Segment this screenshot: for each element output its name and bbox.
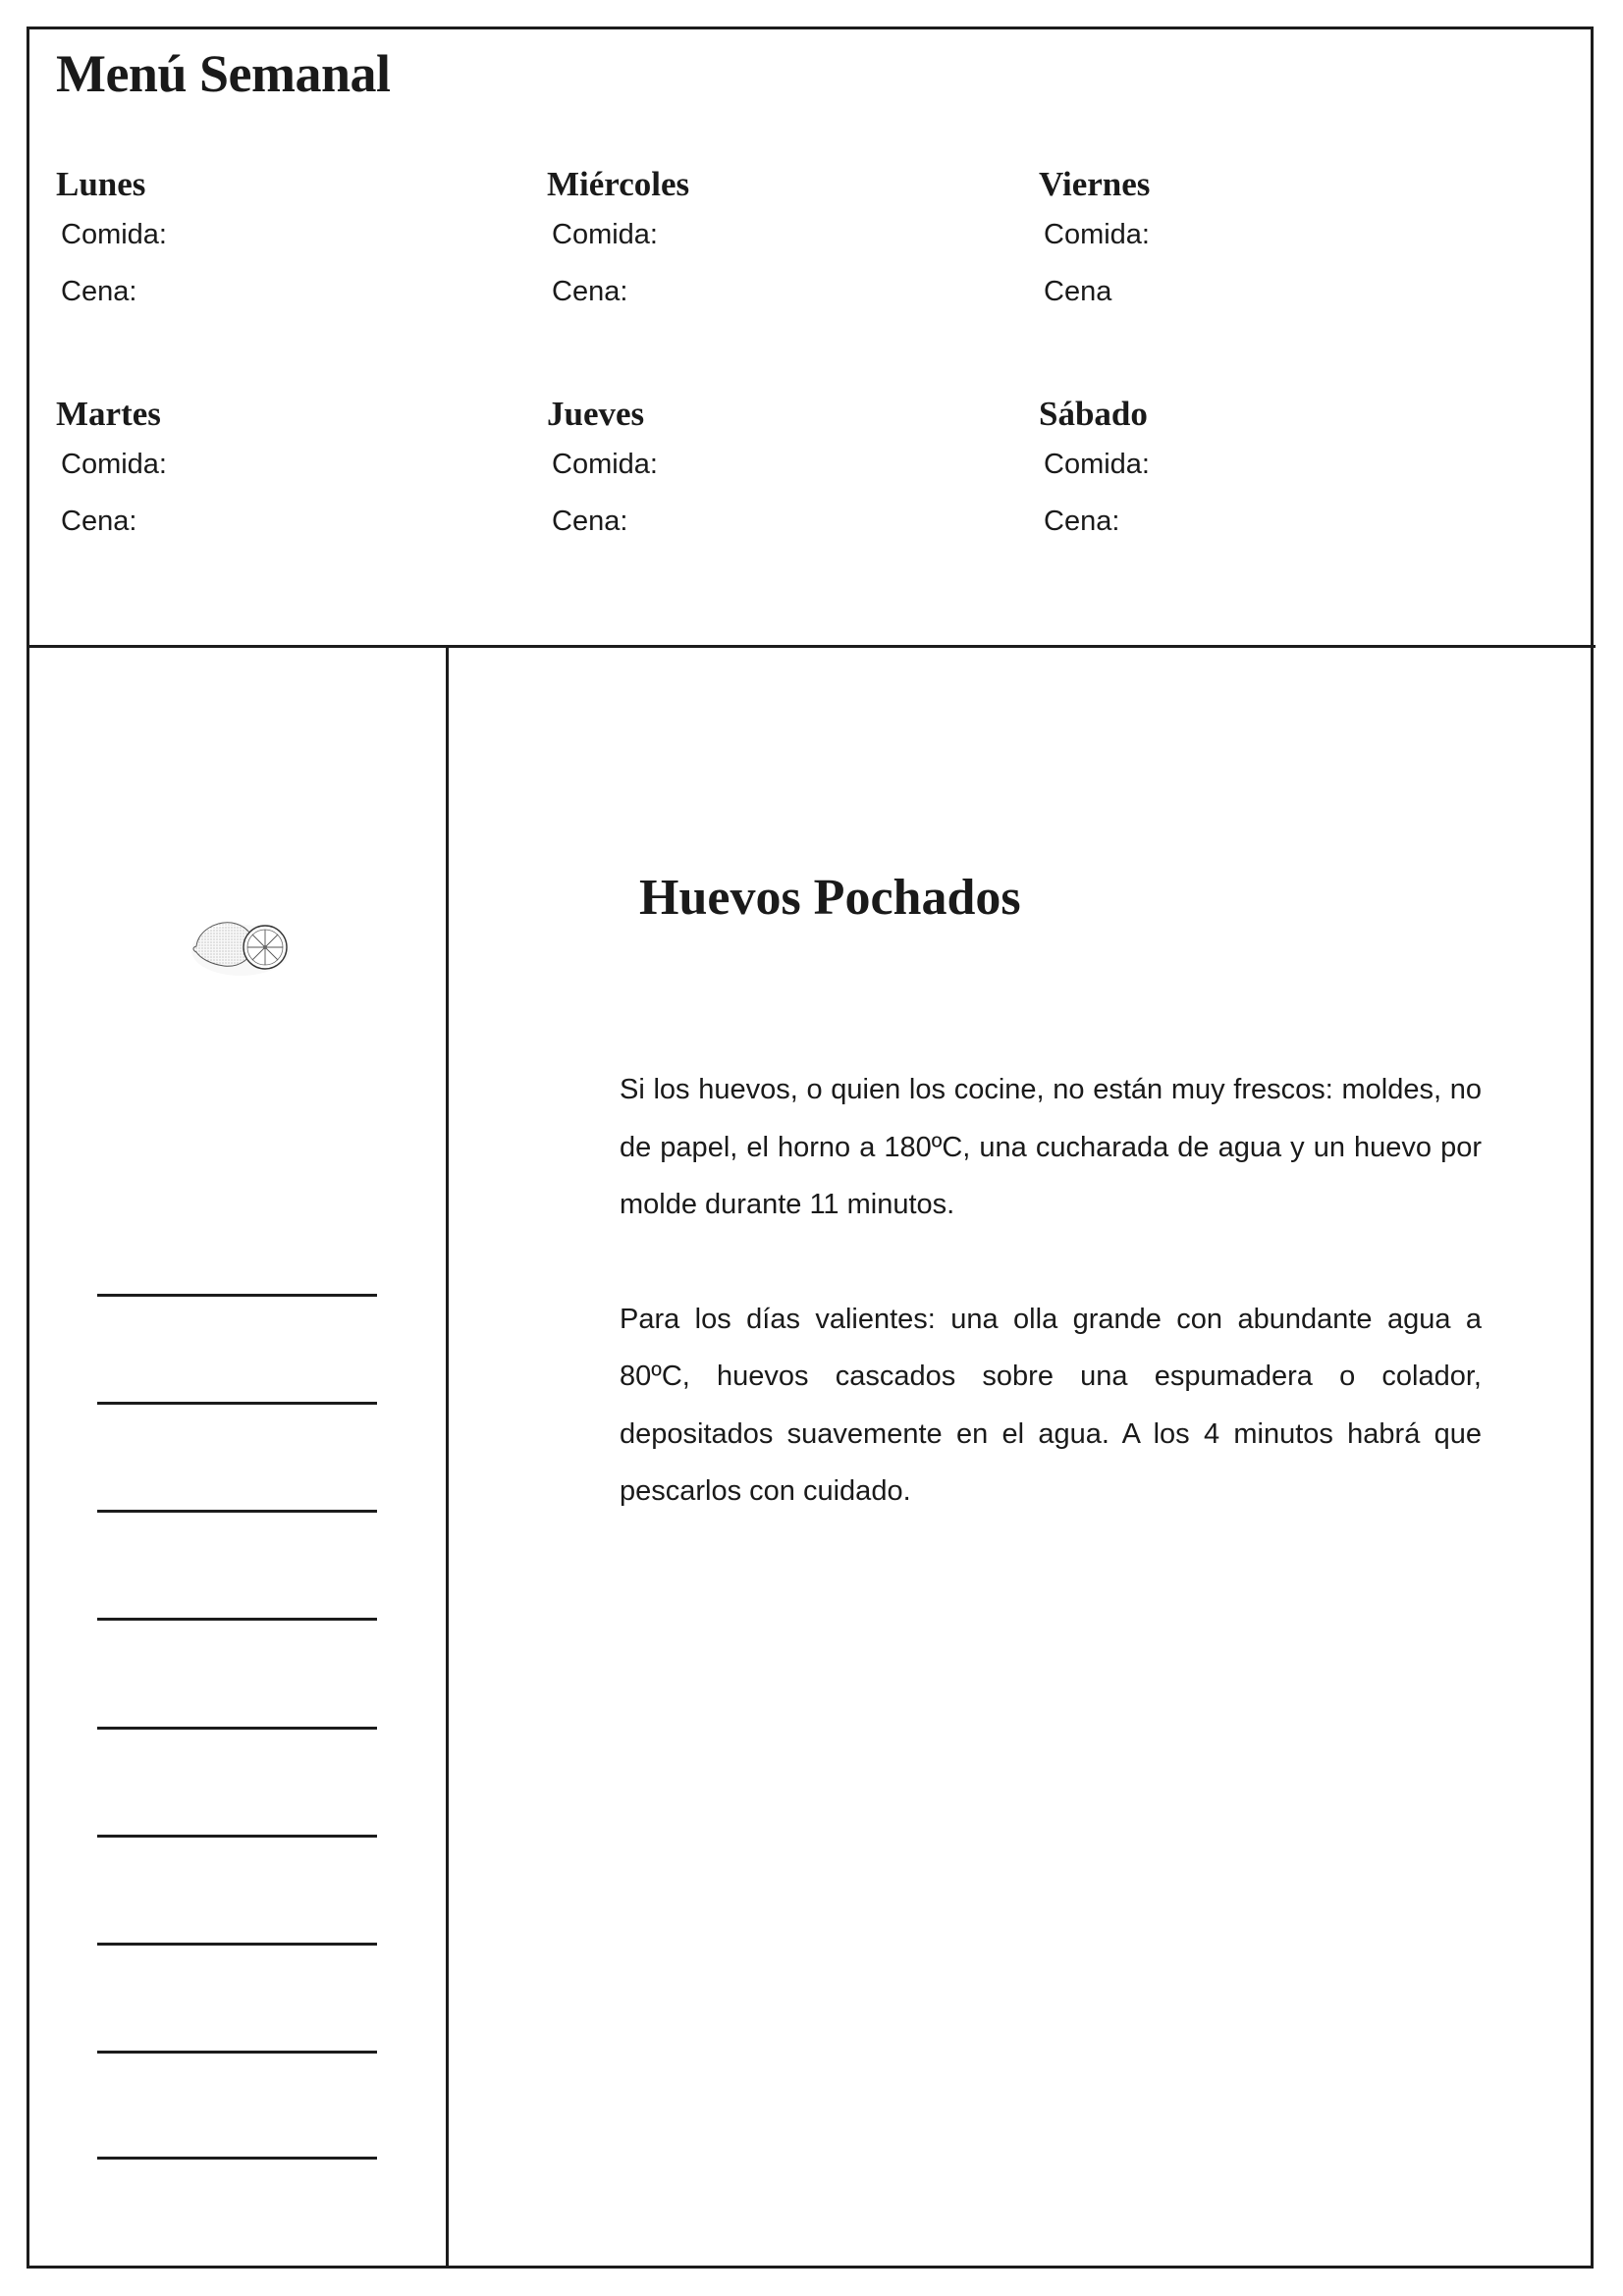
page-title: Menú Semanal (56, 44, 391, 103)
dinner-field[interactable]: Cena: (552, 506, 628, 537)
note-line[interactable] (97, 1727, 377, 1730)
dinner-field[interactable]: Cena: (1044, 506, 1120, 537)
lunch-field[interactable]: Comida: (1044, 219, 1150, 250)
day-sabado (1039, 393, 1490, 550)
day-jueves (547, 393, 999, 550)
note-line[interactable] (97, 2051, 377, 2054)
day-miercoles (547, 163, 999, 320)
dinner-field[interactable]: Cena (1044, 276, 1112, 307)
dinner-field[interactable]: Cena: (61, 276, 137, 307)
lunch-field[interactable]: Comida: (61, 449, 167, 480)
lunch-field[interactable]: Comida: (61, 219, 167, 250)
lunch-field[interactable]: Comida: (552, 219, 658, 250)
day-name: Jueves (547, 395, 645, 433)
day-name: Lunes (56, 165, 146, 203)
section-divider-vertical (446, 645, 449, 2269)
day-name: Miércoles (547, 165, 690, 203)
recipe-body (620, 1061, 1482, 1577)
note-line[interactable] (97, 2157, 377, 2160)
dinner-field[interactable]: Cena: (61, 506, 137, 537)
note-line[interactable] (97, 1510, 377, 1513)
recipe-paragraph: Si los huevos, o quien los cocine, no están muy frescos: moldes, no de papel, el horno a 180ºC, una cucharada de agua y un huevo por molde durante 11 minutos. (620, 1074, 1482, 1220)
note-line[interactable] (97, 1943, 377, 1946)
day-lunes (56, 163, 508, 320)
note-line[interactable] (97, 1402, 377, 1405)
day-name: Sábado (1039, 395, 1148, 433)
lunch-field[interactable]: Comida: (552, 449, 658, 480)
recipe-title: Huevos Pochados (639, 870, 1021, 926)
section-divider-horizontal (27, 645, 1596, 648)
day-martes (56, 393, 508, 550)
lunch-field[interactable]: Comida: (1044, 449, 1150, 480)
note-line[interactable] (97, 1618, 377, 1621)
day-viernes (1039, 163, 1490, 320)
dinner-field[interactable]: Cena: (552, 276, 628, 307)
day-name: Martes (56, 395, 161, 433)
lemon-icon (187, 903, 295, 982)
day-name: Viernes (1039, 165, 1151, 203)
recipe-paragraph: Para los días valientes: una olla grande con abundante agua a 80ºC, huevos cascados sobre una espumadera o colador, depositados suavemente en el agua. A los 4 minutos habrá que pescarlos con cuidado. (620, 1303, 1482, 1507)
note-line[interactable] (97, 1294, 377, 1297)
note-line[interactable] (97, 1835, 377, 1838)
